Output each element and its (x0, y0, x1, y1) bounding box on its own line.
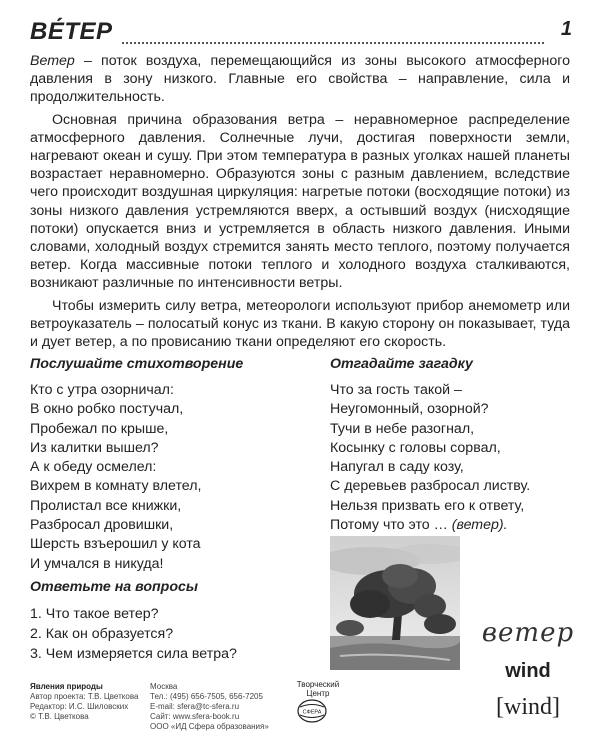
riddle-last-text: Потому что это … (330, 517, 452, 534)
definition-text: – поток воздуха, перемещающийся из зоны высокого атмосферного давления в зону низкого. Главные его свойства – направление, сила и продолжительность. (30, 53, 570, 106)
publisher-logo (276, 680, 348, 726)
logo-inner-text: СФЕРА (302, 709, 322, 716)
tree-illustration (330, 536, 460, 670)
footer-email: E-mail: sfera@tc-sfera.ru (150, 702, 240, 711)
question-item: 3. Чем измеряется сила ветра? (30, 646, 237, 662)
poem-section (30, 355, 310, 574)
riddle-line: Что за гость такой – (330, 382, 462, 398)
riddle-line: Напугал в саду козу, (330, 459, 464, 476)
question-item: 2. Как он образуется? (30, 626, 174, 642)
word-cursive: ветер (481, 618, 575, 648)
questions-title: Ответьте на вопросы (30, 579, 198, 595)
sphere-logo-icon (276, 698, 348, 724)
footer-contacts (150, 682, 270, 732)
poem-line: Кто с утра озорничал: (30, 382, 174, 398)
footer-phone: Тел.: (495) 656-7505, 656-7205 (150, 692, 263, 701)
riddle-line-last (330, 516, 570, 535)
footer-credits (30, 682, 140, 722)
poem-line: Разбросал дровишки, (30, 517, 174, 534)
poem-line: Из калитки вышел? (30, 439, 159, 456)
poem-line: Шерсть взъерошил у кота (30, 536, 201, 553)
footer-city: Москва (150, 682, 178, 691)
page-number: 1 (557, 18, 572, 41)
footer-author: Автор проекта: Т.В. Цветкова (30, 692, 139, 701)
footer-editor: Редактор: И.С. Шиловских (30, 702, 129, 711)
riddle-line: С деревьев разбросал листву. (330, 478, 531, 495)
riddle-lines (330, 381, 570, 535)
riddle-section (330, 355, 570, 535)
footer-copyright: © Т.В. Цветкова (30, 712, 89, 721)
footer-series: Явления природы (30, 682, 103, 691)
paragraph-cause: Основная причина образования ветра – неравномерное распределение атмосферного давления. Солнечные лучи, достигая поверхности земли, нагревают океан и сушу. При этом температура в разных уголках нашей планеты возрастает неравномерно. Образуются зоны с разным давлением, вследствие чего происходит воздушная циркуляция: нагретые потоки (восходящие потоки) из зоны низкого давления устремляются вверх, а остывший воздух (нисходящие потоки) опускается вниз и устремляется в область низкого давления. Иными словами, холодный воздух стремится занять место теплого, поэтому получается ветер. Когда массивные потоки теплого и холодного воздуха сталкиваются, возникают различные по интенсивности ветры. (30, 111, 570, 292)
poem-line: Пролистал все книжки, (30, 497, 182, 514)
riddle-line: Нельзя призвать его к ответу, (330, 497, 525, 514)
poem-line: Пробежал по крыше, (30, 420, 169, 437)
term-wind: Ветер (30, 53, 75, 69)
poem-lines (30, 381, 310, 574)
windy-tree-photo (330, 536, 460, 670)
riddle-line: Косынку с головы сорвал, (330, 439, 501, 456)
footer-publisher: ООО «ИД Сфера образования» (150, 722, 269, 731)
poem-line: И умчался в никуда! (30, 555, 164, 572)
question-item: 1. Что такое ветер? (30, 606, 159, 622)
poem-title: Послушайте стихотворение (30, 356, 244, 372)
page-title: ВЕ́ТЕР (30, 18, 117, 46)
paragraph-measure: Чтобы измерить силу ветра, метеорологи используют прибор анемометр или ветроуказатель – полосатый конус из ткани. В какую сторону он показывает, туда и дует ветер, а по провисанию ткани определяют его скорость. (30, 297, 570, 351)
word-transcription: [wind] (496, 694, 560, 720)
word-english: wind (505, 660, 551, 682)
header-dotted-leader (122, 42, 544, 44)
riddle-line: Тучи в небе разогнал, (330, 420, 475, 437)
questions-section (30, 578, 310, 664)
riddle-answer: (ветер). (451, 517, 508, 534)
riddle-title: Отгадайте загадку (330, 356, 473, 372)
logo-caption: Творческий Центр (296, 680, 340, 698)
page-header (30, 14, 572, 50)
poem-line: А к обеду осмелел: (30, 459, 157, 476)
poem-line: Вихрем в комнату влетел, (30, 478, 202, 495)
paragraph-definition (30, 52, 570, 107)
riddle-line: Неугомонный, озорной? (330, 401, 489, 418)
poem-line: В окно робко постучал, (30, 401, 184, 418)
article-text (30, 52, 570, 355)
footer-site: Сайт: www.sfera-book.ru (150, 712, 240, 721)
